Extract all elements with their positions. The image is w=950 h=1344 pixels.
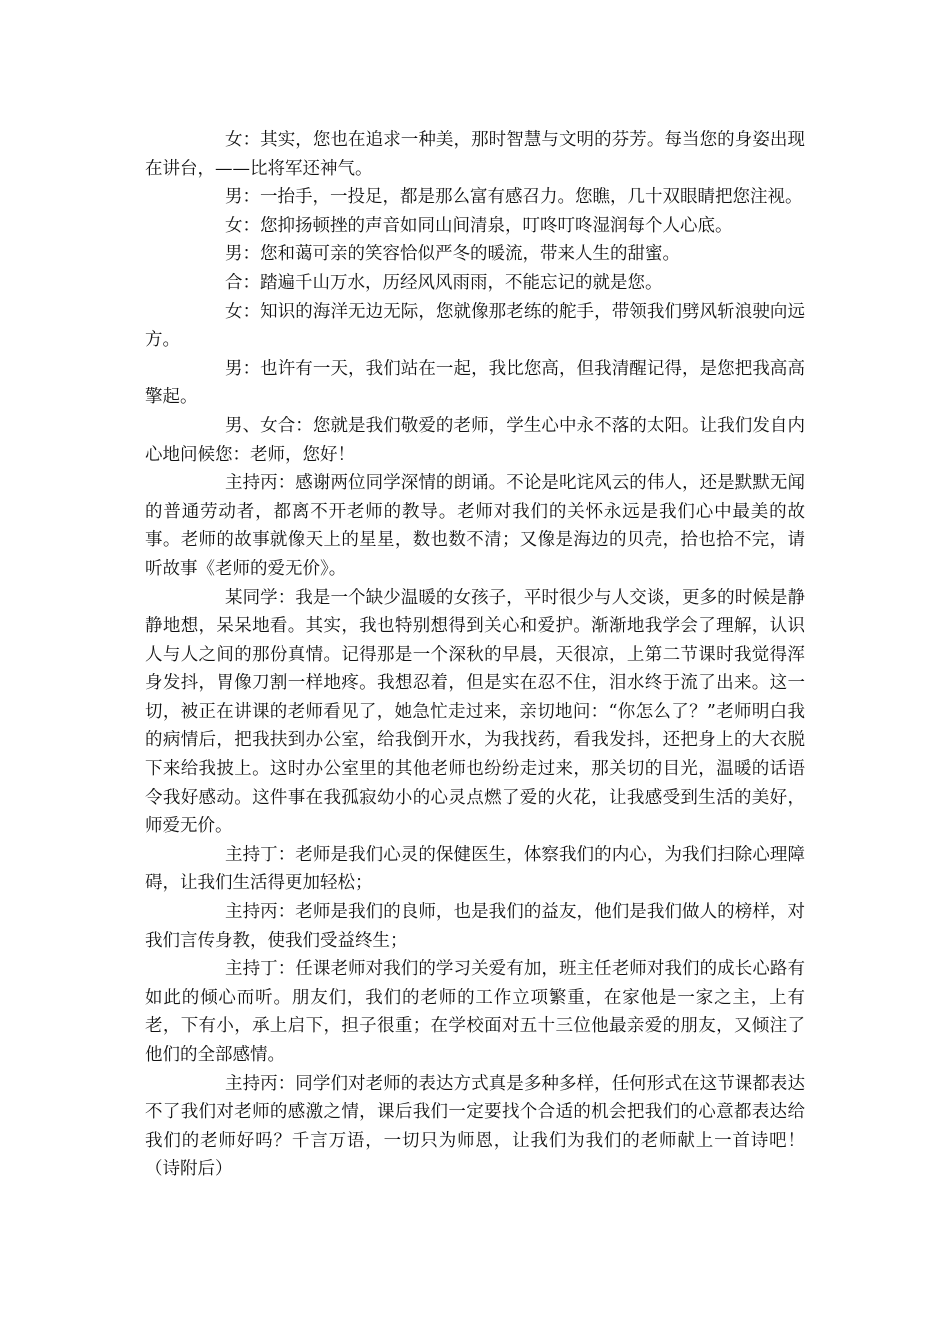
paragraph: 女：您抑扬顿挫的声音如同山间清泉，叮咚叮咚湿润每个人心底。	[225, 215, 733, 236]
paragraph: 某同学：我是一个缺少温暖的女孩子，平时很少与人交谈，更多的时候是静静地想，呆呆地看。其实，我也特别想得到关心和爱护。渐渐地我学会了理解，认识人与人之间的那份真情。记得那是一个深秋的早晨，天很凉，上第二节课时我觉得浑身发抖，胃像刀割一样地疼。我想忍着，但是实在忍不住，泪水终于流了出来。这一切，被正在讲课的老师看见了，她急忙走过来，亲切地问：“你怎么了？”老师明白我的病情后，把我扶到办公室，给我倒开水，为我找药，看我发抖，还把身上的大衣脱下来给我披上。这时办公室里的其他老师也纷纷走过来，那关切的目光，温暖的话语令我好感动。这件事在我孤寂幼小的心灵点燃了爱的火花，让我感受到生活的美好，师爱无价。	[145, 587, 805, 837]
paragraph: 主持丁：任课老师对我们的学习关爱有加，班主任老师对我们的成长心路有如此的倾心而听。朋友们，我们的老师的工作立项繁重，在家他是一家之主，上有老，下有小，承上启下，担子很重；在学校面对五十三位他最亲爱的朋友，又倾注了他们的全部感情。	[145, 959, 805, 1065]
paragraph: 女：其实，您也在追求一种美，那时智慧与文明的芬芳。每当您的身姿出现在讲台，——比将军还神气。	[145, 130, 805, 179]
paragraph: 男：一抬手，一投足，都是那么富有感召力。您瞧，几十双眼睛把您注视。	[225, 187, 803, 208]
paragraph: 合：踏遍千山万水，历经风风雨雨，不能忘记的就是您。	[225, 272, 663, 293]
paragraph: 主持丁：老师是我们心灵的保健医生，体察我们的内心，为我们扫除心理障碍，让我们生活得更加轻松；	[145, 844, 805, 894]
paragraph: 男：您和蔼可亲的笑容恰似严冬的暖流，带来人生的甜蜜。	[225, 244, 680, 265]
paragraph: 主持丙：同学们对老师的表达方式真是多种多样，任何形式在这节课都表达不了我们对老师的感激之情，课后我们一定要找个合适的机会把我们的心意都表达给我们的老师好吗？千言万语，一切只为师恩，让我们为我们的老师献上一首诗吧！（诗附后）	[145, 1073, 805, 1180]
paragraph: 男：也许有一天，我们站在一起，我比您高，但我清醒记得，是您把我高高擎起。	[145, 358, 805, 408]
document-body	[145, 126, 805, 1184]
paragraph: 主持丙：感谢两位同学深情的朗诵。不论是叱诧风云的伟人，还是默默无闻的普通劳动者，都离不开老师的教导。老师对我们的关怀永远是我们心中最美的故事。老师的故事就像天上的星星，数也数不清；又像是海边的贝壳，拾也拾不完，请听故事《老师的爱无价》。	[145, 473, 805, 579]
paragraph: 主持丙：老师是我们的良师，也是我们的益友，他们是我们做人的榜样，对我们言传身教，使我们受益终生；	[145, 902, 805, 951]
paragraph: 男、女合：您就是我们敬爱的老师，学生心中永不落的太阳。让我们发自内心地问候您：老师，您好！	[145, 415, 805, 465]
paragraph: 女：知识的海洋无边无际，您就像那老练的舵手，带领我们劈风斩浪驶向远方。	[145, 301, 805, 351]
